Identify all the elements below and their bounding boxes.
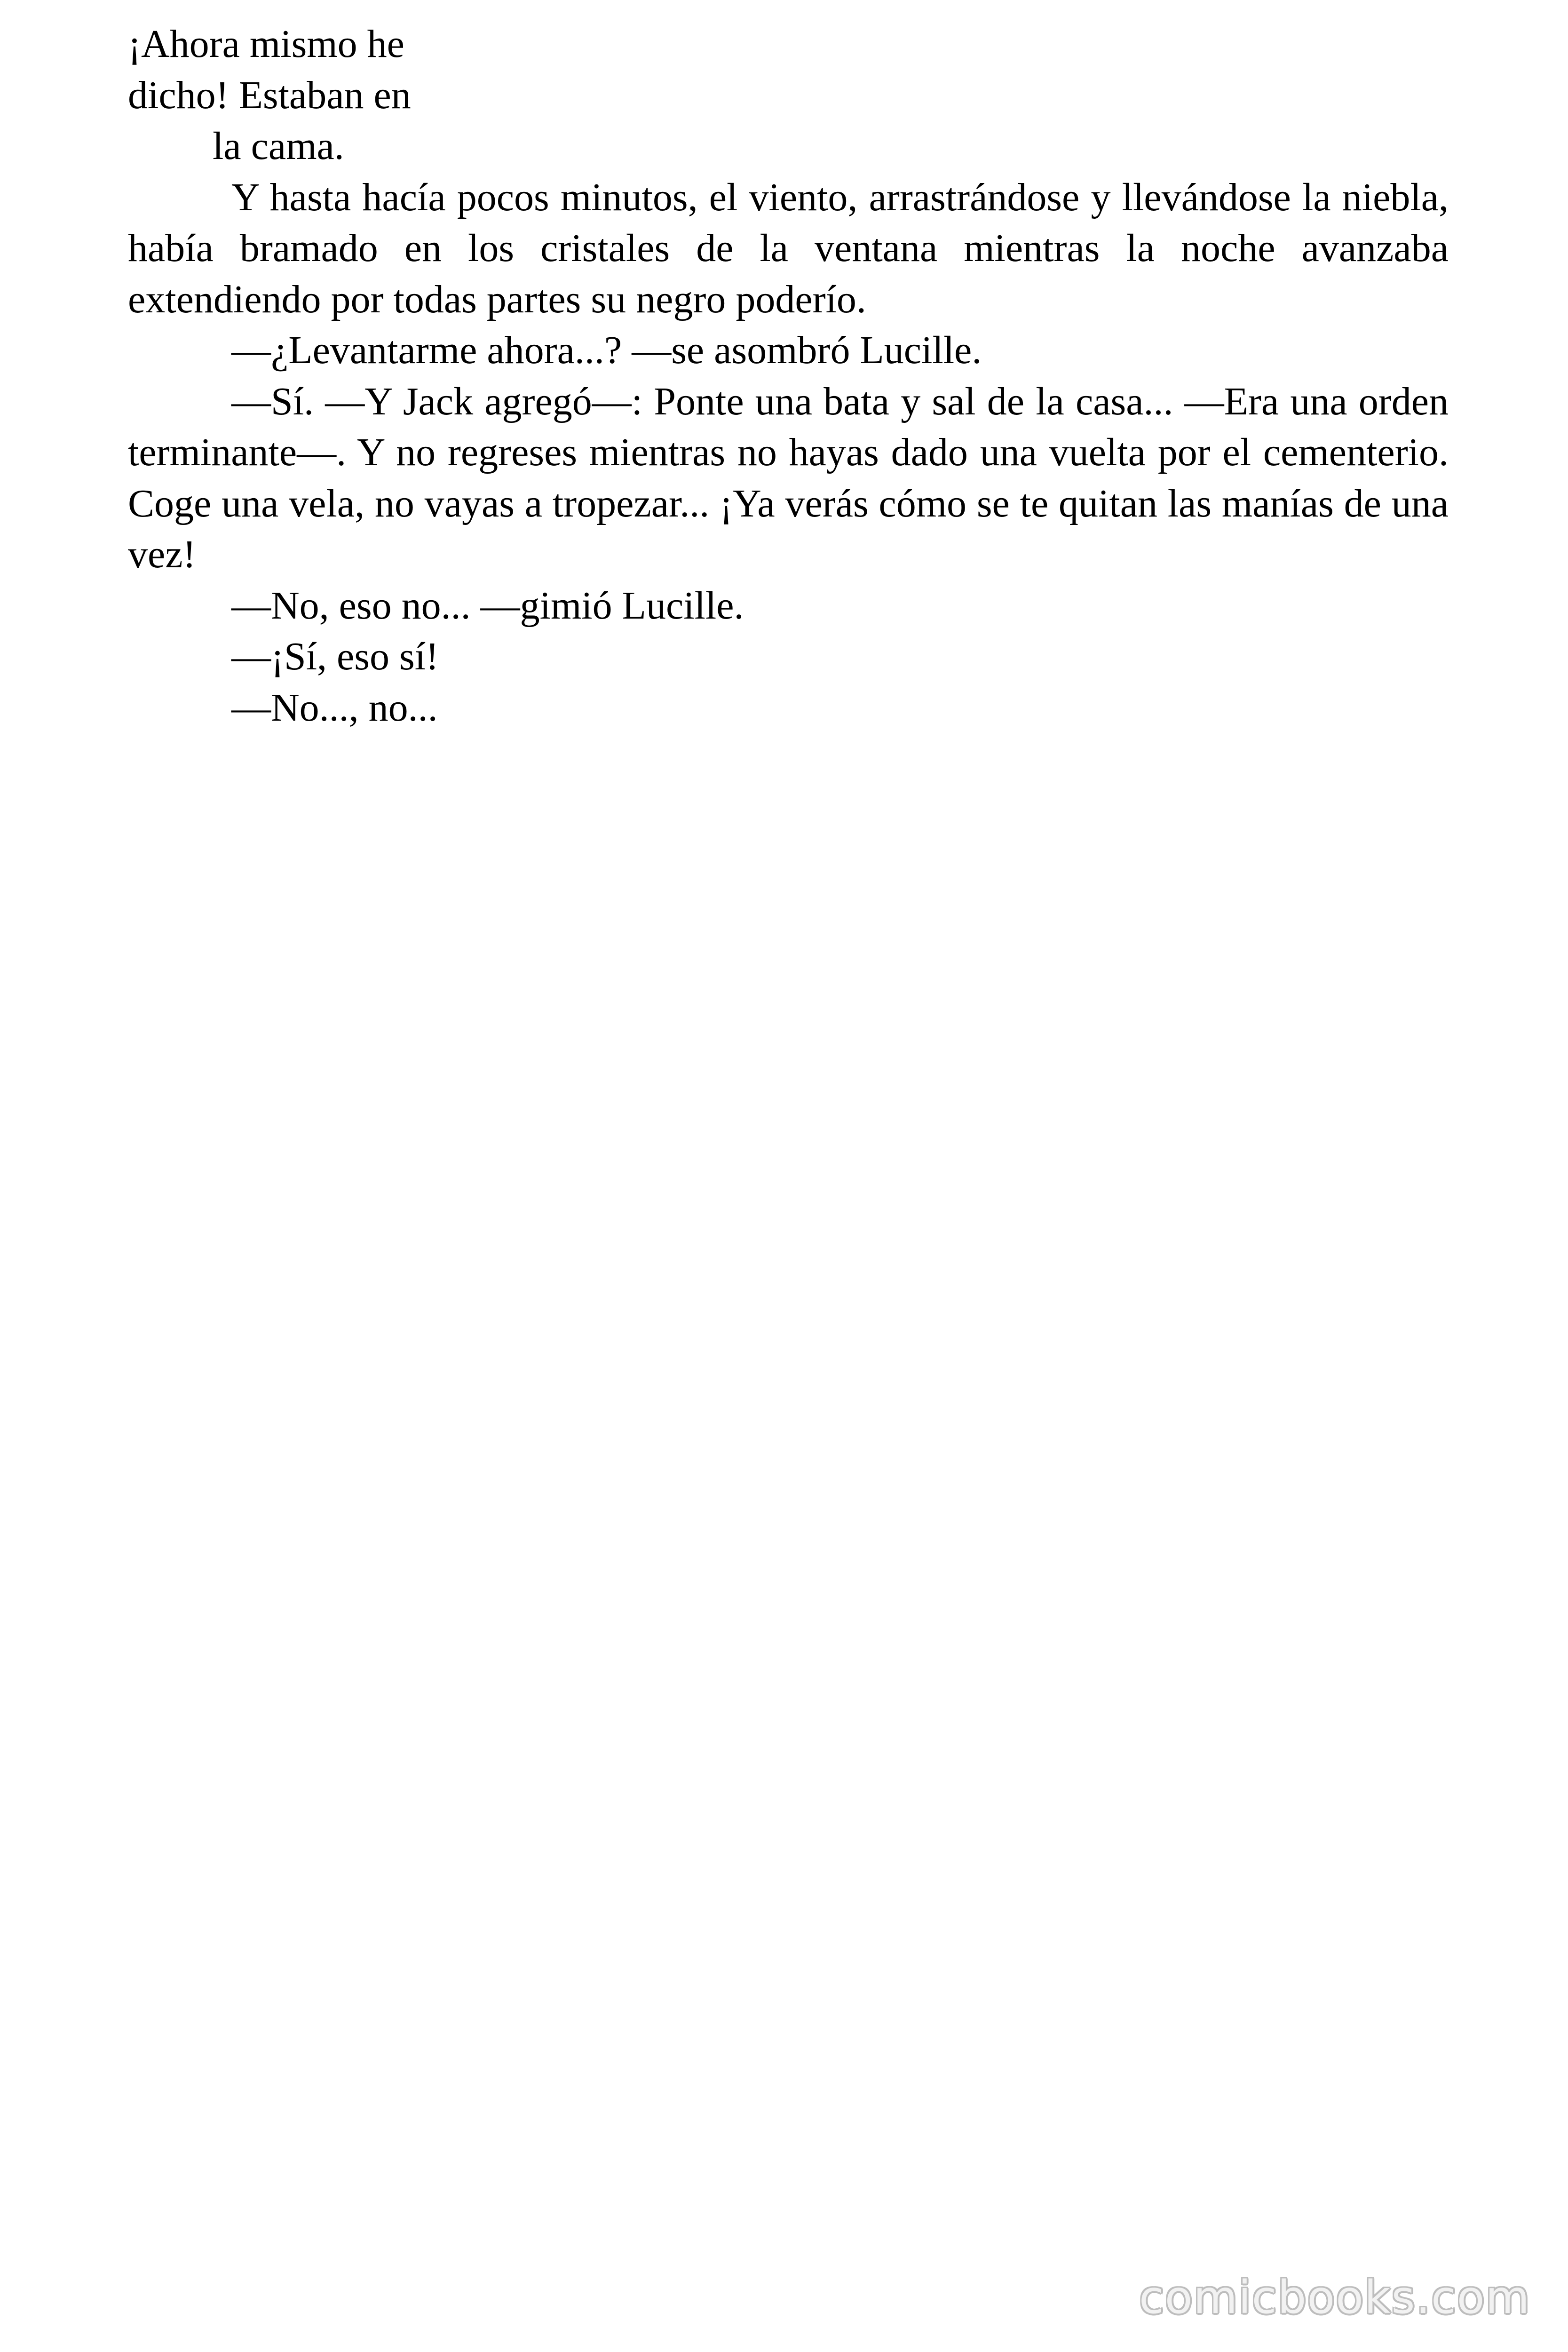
paragraph: —No, eso no... —gimió Lucille.	[231, 583, 744, 628]
intro-line: la cama.	[213, 124, 344, 168]
paragraph: —Sí. —Y Jack agregó—: Ponte una bata y sal de la casa... —Era una orden terminante—. Y no regreses mientras no hayas dado una vuelta por el cementerio. Coge una vela, no vayas a tropezar... ¡Ya verás cómo se te quitan las manías de una vez!	[128, 379, 1449, 576]
intro-line: dicho! Estaban en	[128, 73, 411, 117]
paragraph: —¿Levantarme ahora...? —se asombró Lucille.	[231, 328, 982, 372]
paragraph: Y hasta hacía pocos minutos, el viento, arrastrándose y llevándose la niebla, había bramado en los cristales de la ventana mientras la noche avanzaba extendiendo por todas partes su negro poderío.	[128, 175, 1449, 321]
body-text	[128, 19, 1449, 733]
paragraph: —¡Sí, eso sí!	[231, 635, 439, 678]
intro-line: ¡Ahora mismo he	[128, 22, 404, 66]
paragraph: —No..., no...	[231, 685, 438, 730]
watermark: comicbooks.com	[1139, 2271, 1530, 2324]
